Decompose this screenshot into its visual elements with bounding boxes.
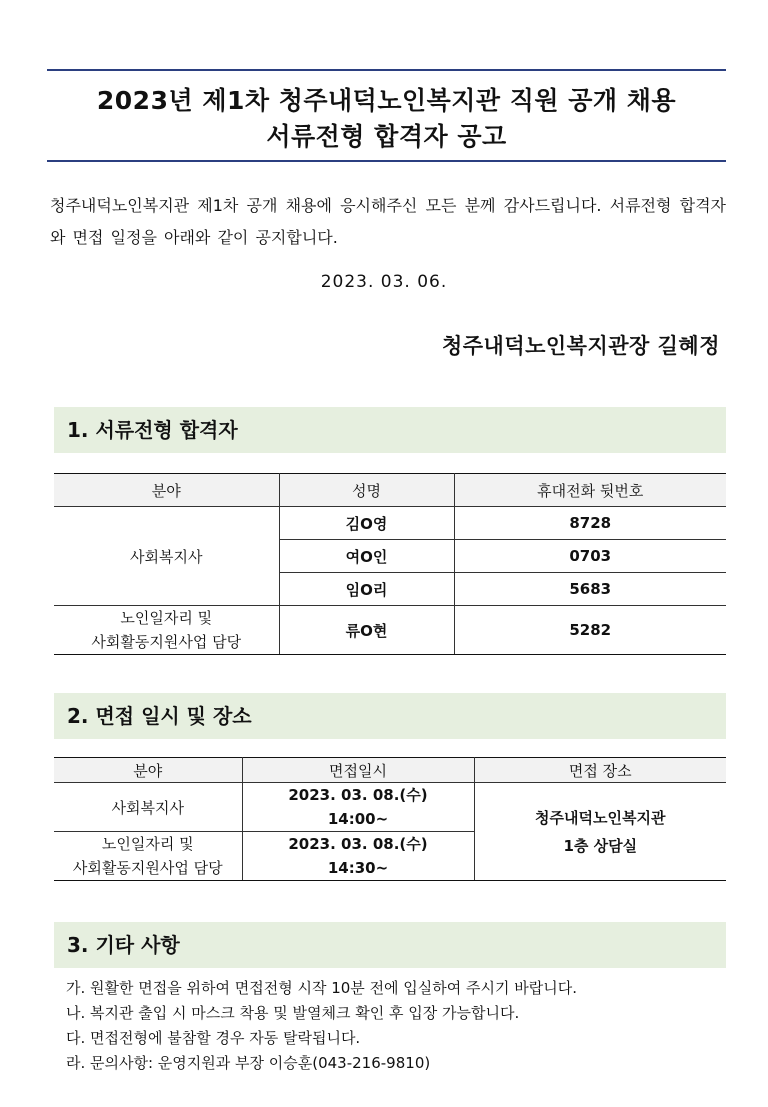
name-cell: 임O리 — [279, 573, 454, 606]
list-item: 다. 면접전형에 불참할 경우 자동 탈락됩니다. — [66, 1029, 361, 1047]
signer: 청주내덕노인복지관장 길혜정 — [441, 334, 720, 358]
interview-date: 2023. 03. 08.(수) — [288, 786, 428, 804]
page-title: 2023년 제1차 청주내덕노인복지관 직원 공개 채용 — [96, 86, 677, 115]
field-label-line: 노인일자리 및 — [101, 835, 194, 853]
page-subtitle: 서류전형 합격자 공고 — [266, 122, 507, 151]
title-box — [47, 69, 726, 162]
interview-table — [54, 757, 726, 881]
interview-time: 14:30~ — [327, 859, 389, 877]
phone-cell: 5683 — [454, 573, 726, 606]
phone-cell: 5282 — [454, 606, 726, 655]
interview-time: 14:00~ — [327, 810, 389, 828]
interview-date: 2023. 03. 08.(수) — [288, 835, 428, 853]
datetime-cell — [242, 832, 474, 881]
list-item: 가. 원활한 면접을 위하여 면접전형 시작 10분 전에 입실하여 주시기 바랍니다. — [66, 979, 578, 997]
name-cell: 여O인 — [279, 540, 454, 573]
table-header-row — [54, 474, 726, 507]
datetime-cell — [242, 783, 474, 832]
column-header: 면접 장소 — [474, 758, 726, 783]
section-heading-interview: 2. 면접 일시 및 장소 — [54, 693, 726, 739]
list-item: 라. 문의사항: 운영지원과 부장 이승훈(043-216-9810) — [66, 1054, 431, 1072]
column-header: 분야 — [54, 758, 242, 783]
place-line: 1층 상담실 — [563, 836, 638, 855]
table-row — [54, 606, 726, 655]
table-header-row — [54, 758, 726, 783]
field-cell — [54, 606, 279, 655]
column-header: 휴대전화 뒷번호 — [454, 474, 726, 507]
passers-table — [54, 473, 726, 655]
field-cell: 사회복지사 — [54, 507, 279, 606]
column-header: 분야 — [54, 474, 279, 507]
section-heading-passers: 1. 서류전형 합격자 — [54, 407, 726, 453]
place-cell — [474, 783, 726, 881]
list-item: 나. 복지관 출입 시 마스크 착용 및 발열체크 확인 후 입장 가능합니다. — [66, 1004, 520, 1022]
notice-date: 2023. 03. 06. — [320, 272, 448, 292]
field-label-line: 사회활동지원사업 담당 — [72, 859, 223, 877]
section-heading-other: 3. 기타 사항 — [54, 922, 726, 968]
field-cell — [54, 832, 242, 881]
place-line: 청주내덕노인복지관 — [535, 808, 666, 827]
name-cell: 류O현 — [279, 606, 454, 655]
column-header: 면접일시 — [242, 758, 474, 783]
field-label-line: 노인일자리 및 — [120, 609, 213, 627]
phone-cell: 8728 — [454, 507, 726, 540]
notes-list — [66, 976, 577, 1076]
table-row — [54, 783, 726, 832]
intro-paragraph: 청주내덕노인복지관 제1차 공개 채용에 응시해주신 모든 분께 감사드립니다. 서류전형 합격자와 면접 일정을 아래와 같이 공지합니다. — [50, 196, 726, 247]
field-cell: 사회복지사 — [54, 783, 242, 832]
column-header: 성명 — [279, 474, 454, 507]
field-label-line: 사회활동지원사업 담당 — [91, 633, 242, 651]
name-cell: 김O영 — [279, 507, 454, 540]
phone-cell: 0703 — [454, 540, 726, 573]
table-row — [54, 507, 726, 540]
